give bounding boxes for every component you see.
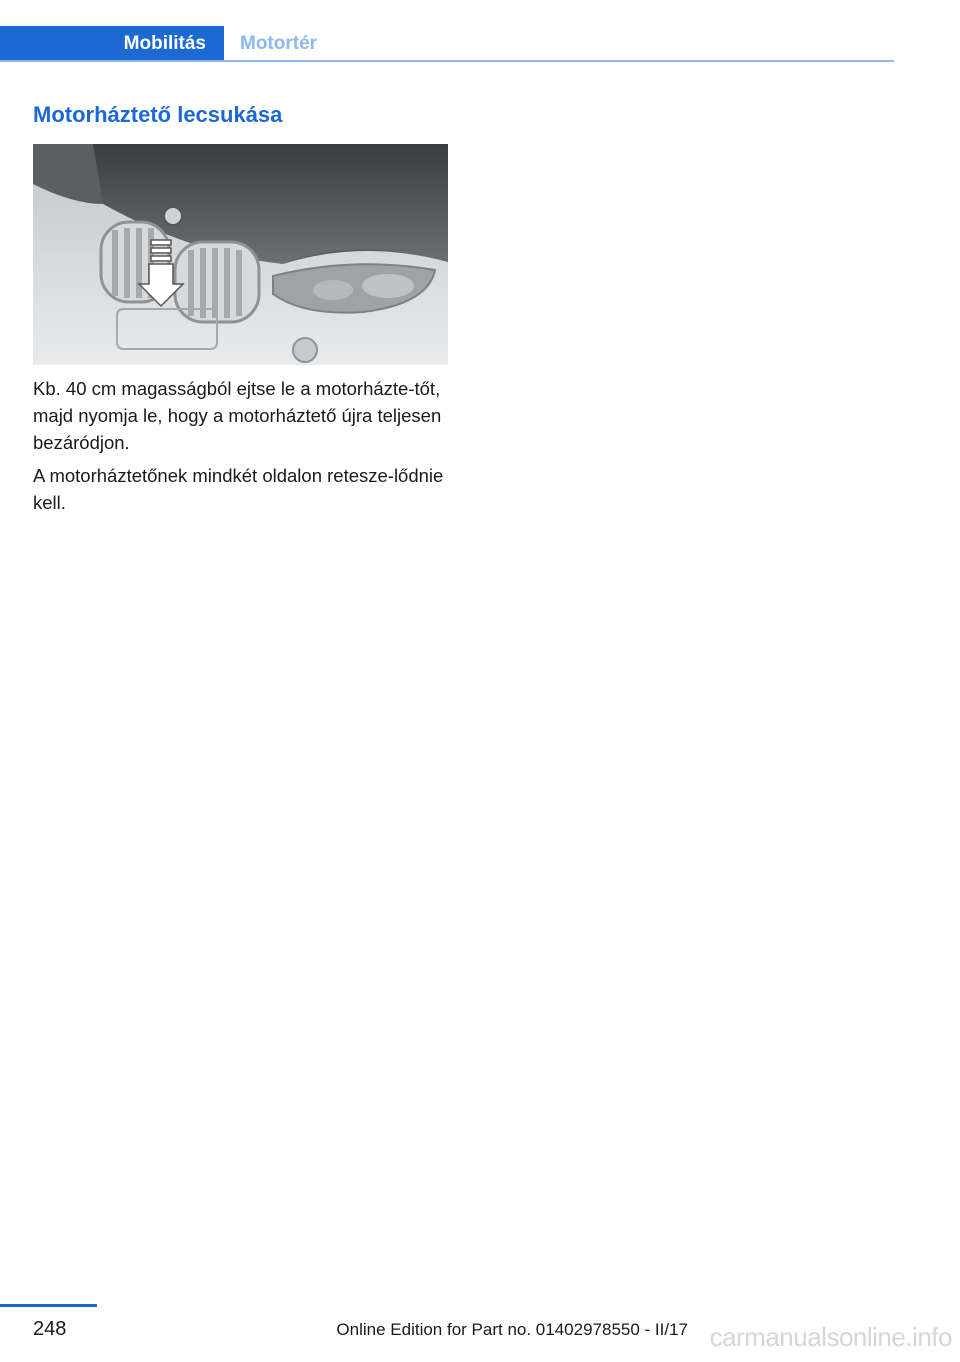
chapter-header xyxy=(0,0,960,62)
tab-mobilitas-label: Mobilitás xyxy=(123,32,206,54)
car-front-image xyxy=(33,144,448,365)
page-number: 248 xyxy=(33,1318,67,1340)
section-title: Motorháztető lecsukása xyxy=(33,102,283,127)
tab-motorter[interactable] xyxy=(240,26,317,61)
instruction-text xyxy=(33,375,453,522)
paragraph-latch: A motorháztetőnek mindkét oldalon retesze‐lődnie kell. xyxy=(33,465,444,513)
car-hood-illustration xyxy=(33,144,448,365)
paragraph-close-hood: Kb. 40 cm magasságból ejtse le a motorházte‐tőt, majd nyomja le, hogy a motorháztető újra teljesen bezáródjon. xyxy=(33,378,442,453)
footer-divider xyxy=(0,1304,97,1307)
tab-mobilitas[interactable] xyxy=(0,26,224,61)
header-divider xyxy=(0,60,894,62)
watermark: carmanualsonline.info xyxy=(709,1322,952,1352)
edition-info: Online Edition for Part no. 01402978550 - II/17 xyxy=(336,1320,688,1339)
tab-motorter-label: Motortér xyxy=(240,32,318,54)
